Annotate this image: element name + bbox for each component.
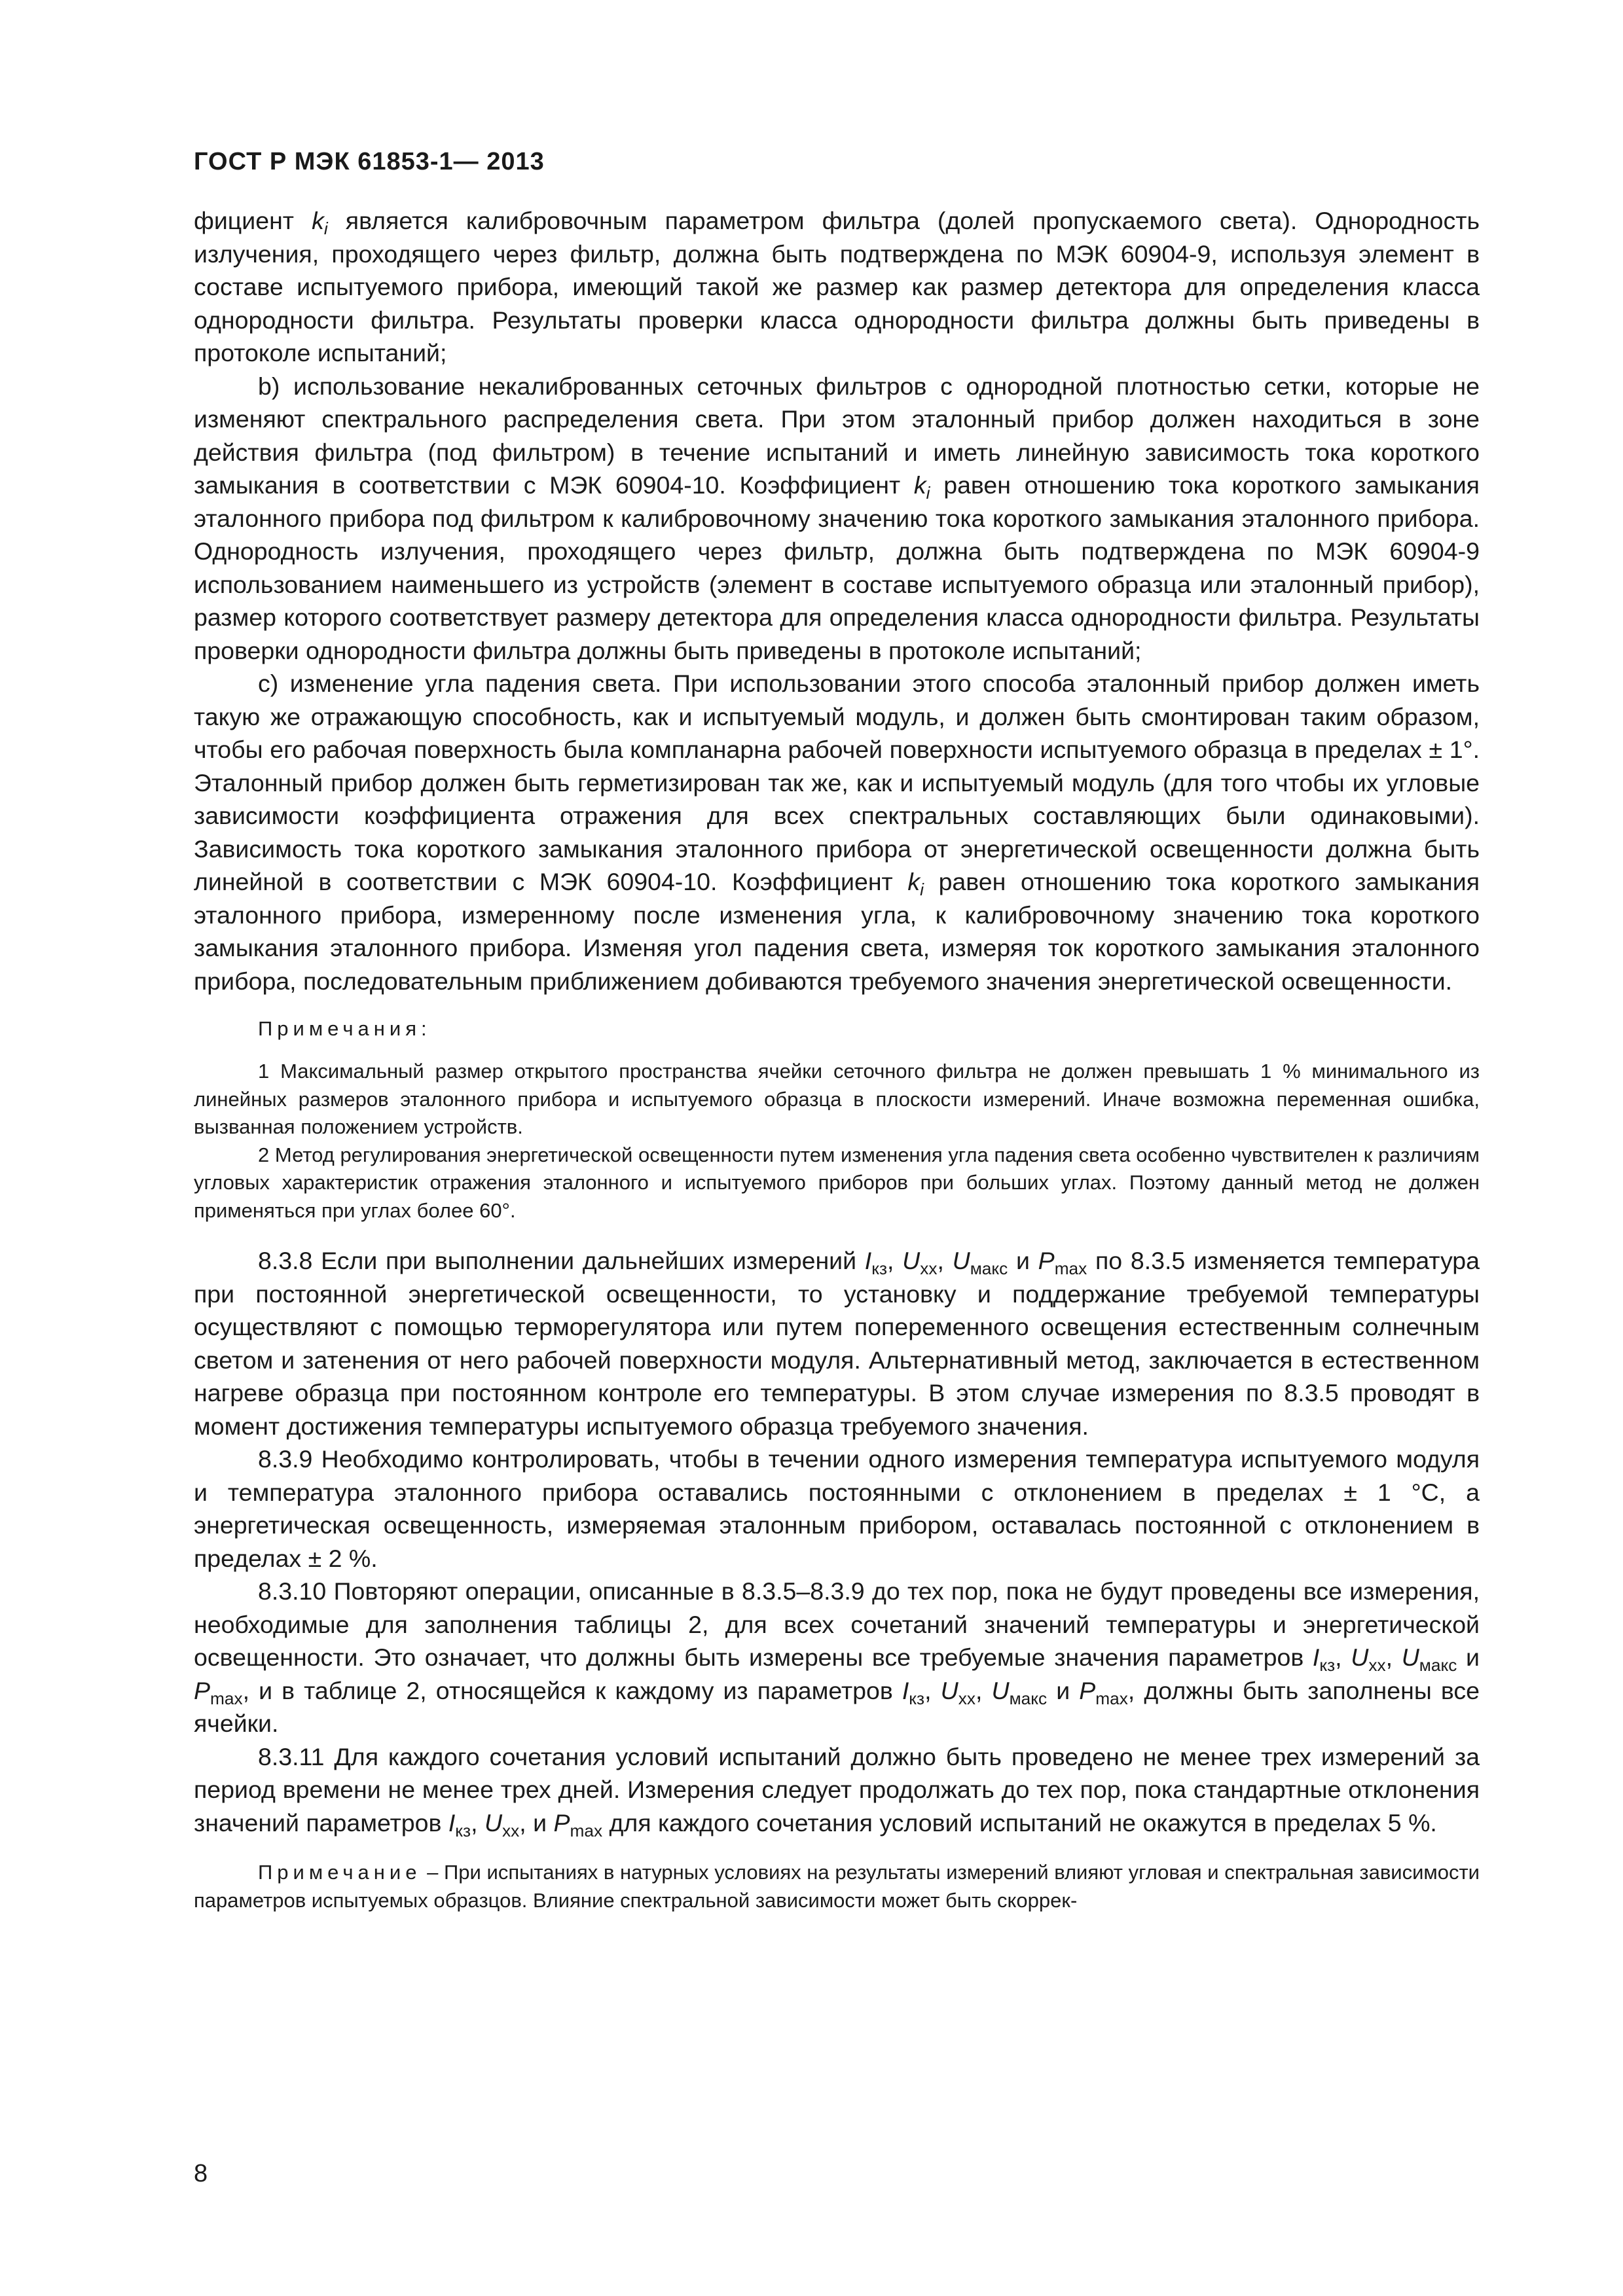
note-1: 1 Максимальный размер открытого пространства ячейки сеточного фильтра не должен превышать 1 % минимального из линейных размеров эталонного прибора и испытуемого образца в плоскости измерений. Иначе возможна переменная ошибка, вызванная положением устройств. <box>194 1060 1480 1138</box>
paragraph-item-c: c) изменение угла падения света. При использовании этого способа эталонный прибор должен иметь такую же отражающую способность, как и испытуемый модуль, и должен быть смонтирован таким образом, чтобы его рабочая поверхность была компланарна рабочей поверхности испытуемого образца в пределах ± 1°. Эталонный прибор должен быть герметизирован так же, как и испытуемый модуль (для того чтобы их угловые зависимости коэффициента отражения для всех спектральных составляющих были одинаковыми). Зависимость тока короткого замыкания эталонного прибора от энергетической освещенности должна быть линейной в соответствии с МЭК 60904-10. Коэффициент $k_i$ равен отношению тока короткого замыкания эталонного прибора, измеренному после изменения угла, к калибровочному значению тока короткого замыкания эталонного прибора. Изменяя угол падения света, измеряя ток короткого замыкания эталонного прибора, последовательным приближением добиваются требуемого значения энергетической освещенности. <box>194 670 1480 995</box>
paragraph-8-3-9: 8.3.9 Необходимо контролировать, чтобы в течении одного измерения температура испытуемого модуля и температура эталонного прибора оставались постоянными с отклонением в пределах ± 1 °С, а энергетическая освещенность, измеряемая эталонным прибором, оставалась постоянной с отклонением в пределах ± 2 %. <box>194 1445 1480 1572</box>
paragraph-item-b: b) использование некалиброванных сеточных фильтров с однородной плотностью сетки, которые не изменяют спектрального распределения света. При этом эталонный прибор должен находиться в зоне действия фильтра (под фильтром) в течение испытаний и иметь линейную зависимость тока короткого замыкания в соответствии с МЭК 60904-10. Коэффициент $k_i$ равен отношению тока короткого замыкания эталонного прибора под фильтром к калибровочному значению тока короткого замыкания эталонного прибора. Однородность излучения, проходящего через фильтр, должна быть подтверждена по МЭК 60904-9 использованием наименьшего из устройств (элемент в составе испытуемого образца или эталонный прибор), размер которого соответствует размеру детектора для определения класса однородности фильтра. Результаты проверки однородности фильтра должны быть приведены в протоколе испытаний; <box>194 372 1480 664</box>
note-2: 2 Метод регулирования энергетической освещенности путем изменения угла падения света особенно чувствителен к различиям угловых характеристик отражения эталонного и испытуемого приборов при больших углах. Поэтому данный метод не должен применяться при углах более 60°. <box>194 1143 1480 1222</box>
final-note: Примечание – При испытаниях в натурных условиях на результаты измерений влияют угловая и спектральная зависимости параметров испытуемых образцов. Влияние спектральной зависимости может быть скоррек- <box>194 1861 1480 1912</box>
body-text <box>194 204 1480 1914</box>
paragraph-8-3-11: 8.3.11 Для каждого сочетания условий испытаний должно быть проведено не менее трех измерений за период времени не менее трех дней. Измерения следует продолжать до тех пор, пока стандартные отклонения значений параметров $I_{кз}$, $U_{хх}$, и $P_{max}$ для каждого сочетания условий испытаний не окажутся в пределах 5 %. <box>194 1742 1480 1840</box>
paragraph-8-3-8: 8.3.8 Если при выполнении дальнейших измерений $I_{кз}$, $U_{хх}$, $U_{макс}$ и $P_{max}$ по 8.3.5 изменяется температура при постоянной энергетической освещенности, то установку и поддержание требуемой температуры осуществляют с помощью терморегулятора или путем попеременного освещения естественным солнечным светом и затенения от него рабочей поверхности модуля. Альтернативный метод, заключается в естественном нагреве образца при постоянном контроле его температуры. В этом случае измерения по 8.3.5 проводят в момент достижения температуры испытуемого образца требуемого значения. <box>194 1247 1480 1440</box>
notes-title: Примечания: <box>258 1017 431 1040</box>
spacer <box>194 1225 1480 1244</box>
final-note-label: Примечание <box>258 1861 422 1884</box>
page-header: ГОСТ Р МЭК 61853-1— 2013 <box>194 148 545 175</box>
paragraph-8-3-10: 8.3.10 Повторяют операции, описанные в 8.3.5–8.3.9 до тех пор, пока не будут проведены все измерения, необходимые для заполнения таблицы 2, для всех сочетаний значений температуры и энергетической освещенности. Это означает, что должны быть измерены все требуемые значения параметров $I_{кз}$, $U_{хх}$, $U_{макс}$ и $P_{max}$, и в таблице 2, относящейся к каждому из параметров $I_{кз}$, $U_{хх}$, $U_{макс}$ и $P_{max}$, должны быть заполнены все ячейки. <box>194 1577 1480 1737</box>
page-number: 8 <box>194 2160 208 2187</box>
paragraph-filter-coefficient: фициент $k_i$ является калибровочным параметром фильтра (долей пропускаемого света). Однородность излучения, проходящего через фильтр, должна быть подтверждена по МЭК 60904-9, используя элемент в составе испытуемого прибора, имеющий такой же размер как размер детектора для определения класса однородности фильтра. Результаты проверки класса однородности фильтра должны быть приведены в протоколе испытаний; <box>194 207 1480 367</box>
